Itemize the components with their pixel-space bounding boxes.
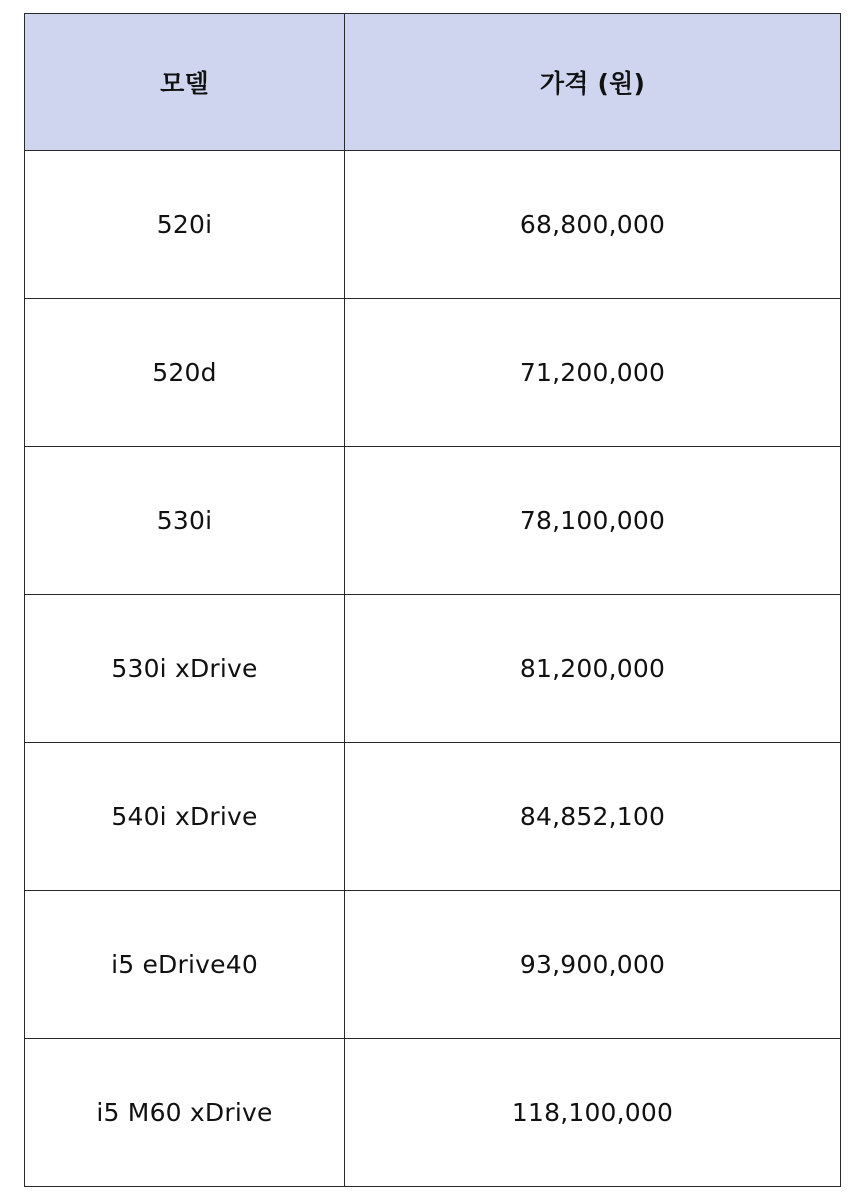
model-cell: 520i [25, 151, 345, 299]
table-row [25, 743, 841, 891]
price-cell: 81,200,000 [345, 595, 841, 743]
header-row [25, 14, 841, 151]
table-row [25, 595, 841, 743]
header-model: 모델 [25, 14, 345, 151]
price-cell: 68,800,000 [345, 151, 841, 299]
model-cell: i5 eDrive40 [25, 891, 345, 1039]
header-price: 가격 (원) [345, 14, 841, 151]
table-row [25, 447, 841, 595]
model-cell: 530i xDrive [25, 595, 345, 743]
price-table [24, 13, 841, 1187]
model-cell: 530i [25, 447, 345, 595]
model-cell: 520d [25, 299, 345, 447]
table-header [25, 14, 841, 151]
price-cell: 93,900,000 [345, 891, 841, 1039]
table-row [25, 891, 841, 1039]
model-cell: 540i xDrive [25, 743, 345, 891]
model-cell: i5 M60 xDrive [25, 1039, 345, 1187]
price-cell: 78,100,000 [345, 447, 841, 595]
price-cell: 84,852,100 [345, 743, 841, 891]
table-row [25, 299, 841, 447]
price-cell: 118,100,000 [345, 1039, 841, 1187]
price-cell: 71,200,000 [345, 299, 841, 447]
table-row [25, 151, 841, 299]
table-row [25, 1039, 841, 1187]
table-body [25, 151, 841, 1187]
